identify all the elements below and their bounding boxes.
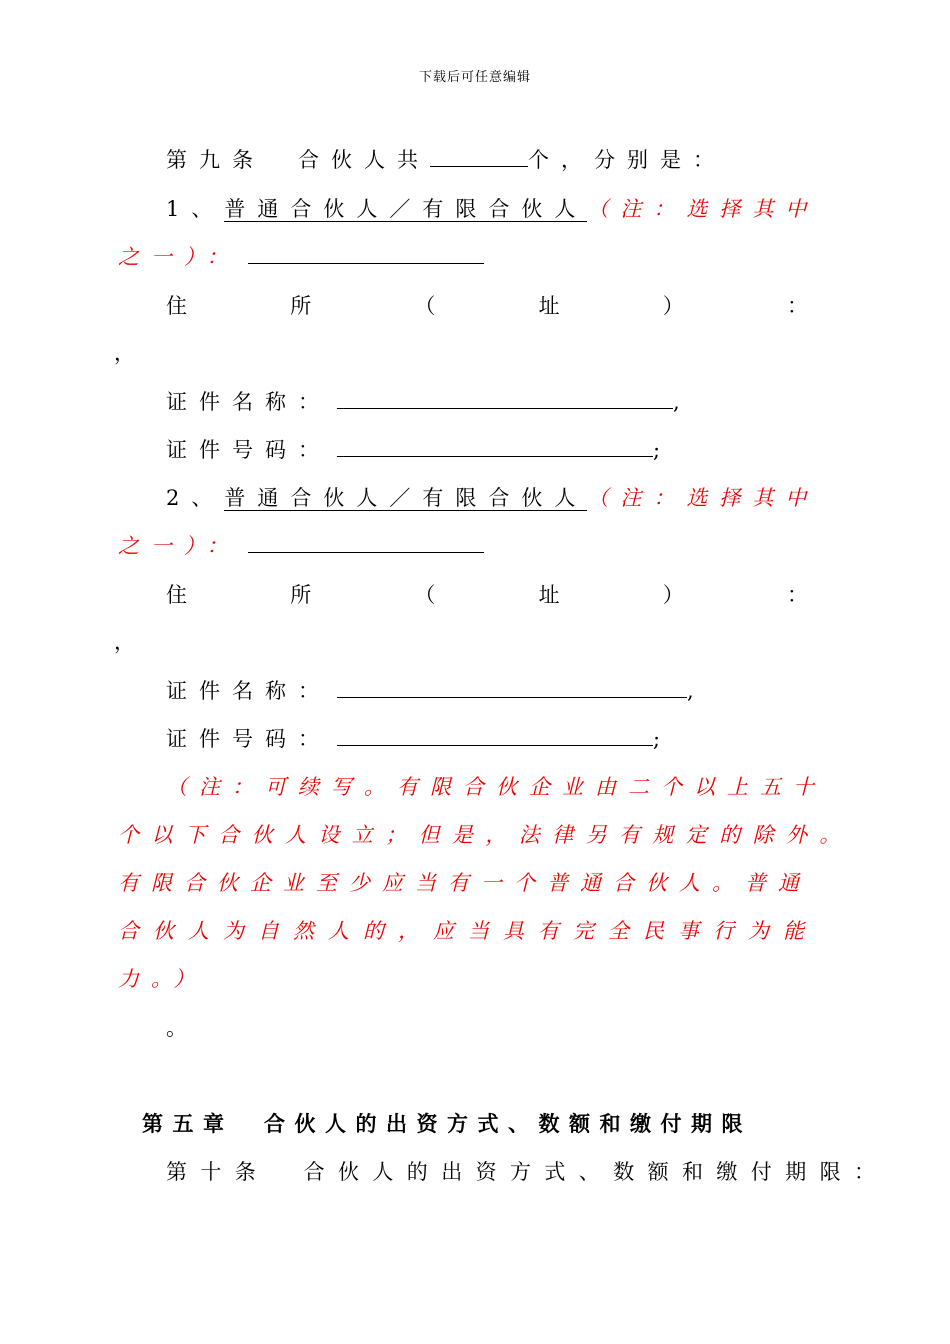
partner-2-note-cont: [118, 530, 484, 560]
addr-char: （: [414, 583, 436, 607]
partner-2-name-blank[interactable]: [248, 532, 484, 553]
partner-1-name-blank[interactable]: [248, 243, 484, 264]
article-9-prefix: 第九条 合伙人共: [166, 148, 430, 172]
partner-2-heading: [166, 482, 818, 512]
chapter-5-title: 第五章 合伙人的出资方式、数额和缴付期限: [142, 1112, 752, 1136]
partner-1-number: 1、: [166, 197, 225, 221]
id-name-label: 证件名称：: [166, 390, 331, 414]
note-line-4: 合伙人为自然人的，应当具有完全民事行为能: [118, 919, 818, 943]
partner-2-address-comma: ，: [114, 630, 147, 654]
note-line-3: 有限合伙企业至少应当有一个普通合伙人。普通: [118, 871, 811, 895]
addr-char: ）: [662, 294, 684, 318]
article-9-line: [166, 144, 726, 174]
note-line-5: 力。）: [118, 967, 207, 991]
article-10-line: 第十条 合伙人的出资方式、数额和缴付期限：: [166, 1160, 889, 1184]
addr-char: 址: [538, 583, 560, 607]
id-name-label: 证件名称：: [166, 679, 331, 703]
partner-1-id-name: [166, 386, 692, 416]
addr-char: 所: [290, 583, 312, 607]
partner-1-id-name-blank[interactable]: [337, 388, 673, 409]
partner-1-note-end: 之一）：: [118, 245, 240, 269]
partner-1-id-number: [166, 434, 672, 464]
partner-2-id-name-blank[interactable]: [337, 677, 687, 698]
addr-char: ）: [662, 583, 684, 607]
addr-char: ：: [786, 583, 808, 607]
punct: ;: [653, 438, 673, 462]
partner-2-number: 2、: [166, 486, 225, 510]
punct: ,: [673, 390, 692, 414]
page-header: 下载后可任意编辑: [418, 70, 531, 85]
id-number-label: 证件号码：: [166, 438, 331, 462]
addr-char: 住: [166, 583, 187, 607]
id-number-label: 证件号码：: [166, 727, 331, 751]
partner-1-note-cont: [118, 241, 484, 271]
partner-1-address-comma: ，: [114, 341, 147, 365]
partner-2-note-end: 之一）：: [118, 534, 240, 558]
note-line-2: 个以下合伙人设立；但是，法律另有规定的除外。: [118, 823, 853, 847]
partner-1-address-label: [166, 290, 808, 320]
punct: ,: [687, 679, 706, 703]
addr-char: 所: [290, 294, 312, 318]
addr-char: （: [414, 294, 436, 318]
partner-1-heading: [166, 193, 818, 223]
partner-2-type: 普通合伙人／有限合伙人: [224, 486, 588, 510]
addr-char: ：: [786, 294, 808, 318]
partner-2-id-number: [166, 723, 672, 753]
punct: ;: [653, 727, 673, 751]
partner-1-note: （注：选择其中: [587, 197, 819, 221]
partner-1-id-number-blank[interactable]: [337, 436, 653, 457]
partner-2-id-name: [166, 675, 706, 705]
article-9-suffix: 个，分别是：: [528, 148, 726, 172]
note-line-1: （注：可续写。有限合伙企业由二个以上五十: [166, 775, 826, 799]
addr-char: 住: [166, 294, 187, 318]
addr-char: 址: [538, 294, 560, 318]
partner-2-id-number-blank[interactable]: [337, 725, 653, 746]
partner-2-address-label: [166, 579, 808, 609]
partner-2-note: （注：选择其中: [587, 486, 819, 510]
period-mark: 。: [166, 1016, 199, 1040]
partner-1-type: 普通合伙人／有限合伙人: [224, 197, 588, 221]
partner-count-blank[interactable]: [430, 146, 528, 167]
